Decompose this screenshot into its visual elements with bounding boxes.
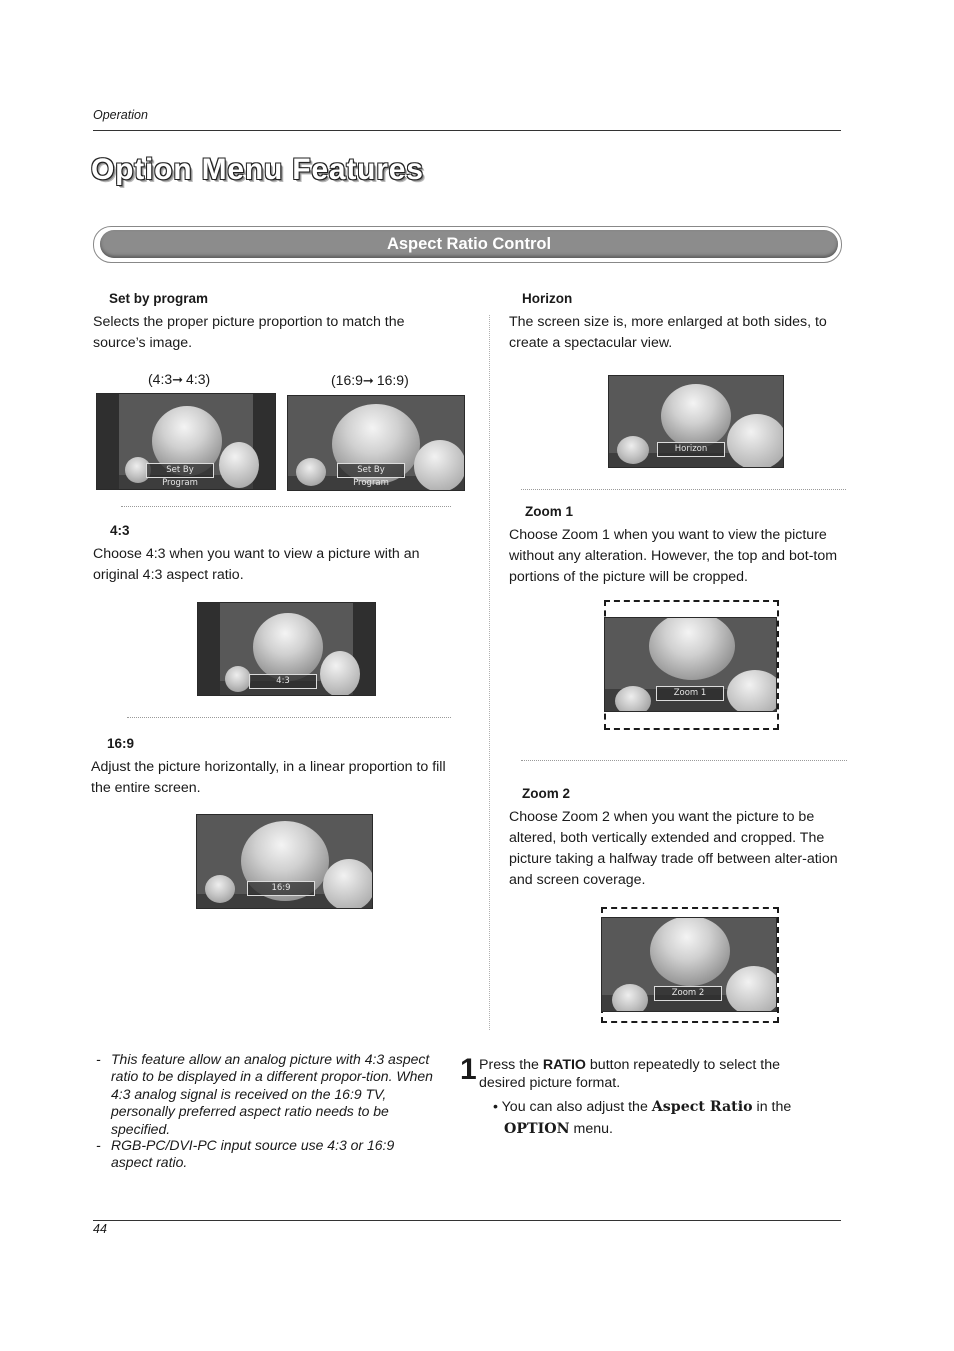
- set-by-program-text: Selects the proper picture proportion to match the source’s image.: [93, 314, 405, 351]
- caption-to: 4:3): [186, 371, 211, 387]
- step-text: [479, 1057, 809, 1092]
- page-number: 44: [93, 1222, 107, 1236]
- step-bullet: [493, 1096, 813, 1140]
- caption-169-to-169: [331, 372, 409, 389]
- step-number: 1: [460, 1053, 477, 1086]
- section-banner: [93, 226, 842, 263]
- osd-label: Horizon: [657, 442, 725, 457]
- osd-label: Set By Program: [337, 463, 405, 478]
- ratio-169-text: Adjust the picture horizontally, in a linear proportion to fill the entire screen.: [91, 759, 446, 796]
- horizon-text: The screen size is, more enlarged at both sides, to create a spectacular view.: [509, 314, 827, 351]
- ratio-43-heading: 4:3: [110, 523, 130, 538]
- osd-label: 16:9: [247, 881, 315, 896]
- arrow-right-icon: ➞: [362, 373, 374, 388]
- horizon-heading: Horizon: [522, 291, 573, 306]
- note-bullet-1: -: [96, 1051, 101, 1067]
- zoom2-heading: Zoom 2: [522, 786, 571, 801]
- option-menu-name: OPTION: [504, 1121, 570, 1137]
- caption-from: (16:9: [331, 372, 363, 388]
- arrow-right-icon: ➞: [172, 372, 184, 387]
- bullet-mid: in the: [752, 1099, 792, 1115]
- note-1: This feature allow an analog picture with 4:3 aspect ratio to be displayed in a different propor-tion. When 4:3 analog signal is received on the 16:9 TV, personally preferred aspect ratio needs to be specified.: [111, 1051, 433, 1137]
- osd-label: 4:3: [249, 674, 317, 689]
- picture-set-by-program-43: [96, 393, 276, 490]
- picture-set-by-program-169: [287, 395, 465, 491]
- ratio-button-name: RATIO: [542, 1057, 586, 1073]
- picture-horizon: [608, 375, 784, 468]
- note-2: RGB-PC/DVI-PC input source use 4:3 or 16:9 aspect ratio.: [111, 1137, 395, 1171]
- zoom1-text: Choose Zoom 1 when you want to view the picture without any alteration. However, the top and bot-tom portions of the picture will be cropped.: [509, 527, 838, 585]
- caption-from: (4:3: [148, 371, 173, 387]
- caption-to: 16:9): [376, 372, 409, 388]
- banner-label: Aspect Ratio Control: [100, 230, 838, 258]
- osd-label: Zoom 1: [656, 686, 724, 701]
- divider: [121, 506, 451, 507]
- picture-zoom2: [601, 917, 777, 1012]
- osd-label: Set By Program: [146, 463, 214, 478]
- ratio-43-text: Choose 4:3 when you want to view a picture with an original 4:3 aspect ratio.: [93, 546, 420, 583]
- bullet-post: menu.: [569, 1121, 613, 1137]
- header-rule: [93, 130, 841, 131]
- note-bullet-2: -: [96, 1137, 101, 1153]
- picture-zoom1: [604, 617, 777, 712]
- aspect-ratio-item: Aspect Ratio: [651, 1099, 753, 1115]
- ratio-169-heading: 16:9: [107, 736, 135, 751]
- divider: [127, 717, 451, 718]
- zoom2-text: Choose Zoom 2 when you want the picture to be altered, both vertically extended and cropped. The picture taking a halfway trade off between alter-ation and screen coverage.: [509, 809, 838, 888]
- caption-43-to-43: [148, 371, 210, 388]
- picture-43: [197, 602, 376, 696]
- column-divider: [489, 315, 490, 1030]
- divider: [521, 489, 846, 490]
- page-title: Option Menu Features: [91, 153, 424, 186]
- section-label: Operation: [93, 108, 148, 122]
- step-pre: Press the: [479, 1057, 543, 1073]
- bullet-pre: • You can also adjust the: [493, 1099, 652, 1115]
- osd-label: Zoom 2: [654, 986, 722, 1001]
- footer-rule: [93, 1220, 841, 1221]
- step-post: button repeatedly to select the desired picture format.: [479, 1057, 780, 1091]
- set-by-program-heading: Set by program: [109, 291, 209, 306]
- divider: [521, 760, 847, 761]
- zoom1-heading: Zoom 1: [525, 504, 574, 519]
- picture-169: [196, 814, 373, 909]
